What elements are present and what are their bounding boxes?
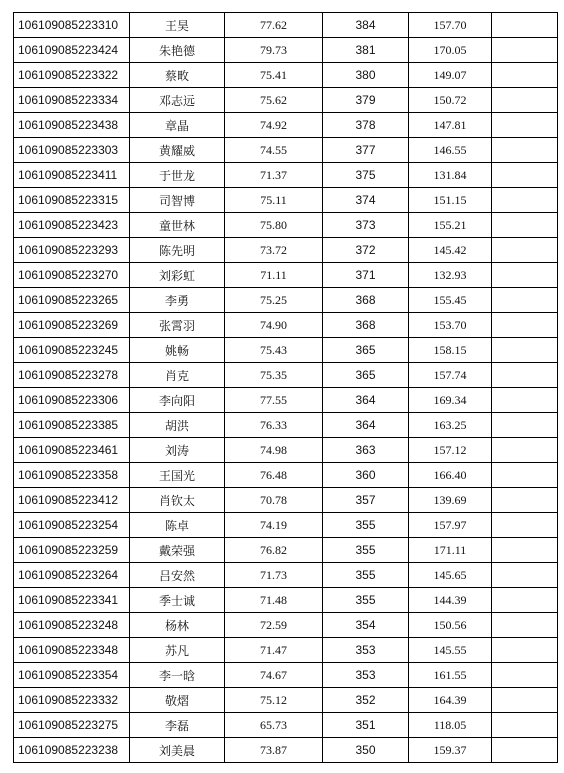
candidate-name-cell: 刘涛 <box>130 438 225 463</box>
candidate-id-cell: 106109085223306 <box>14 388 130 413</box>
note-cell <box>492 388 558 413</box>
initial-score-cell: 379 <box>323 88 409 113</box>
table-row <box>14 438 558 463</box>
candidate-name-cell: 李勇 <box>130 288 225 313</box>
initial-score-cell: 372 <box>323 238 409 263</box>
candidate-id-cell: 106109085223358 <box>14 463 130 488</box>
total-score-cell: 150.72 <box>409 88 492 113</box>
candidate-id-cell: 106109085223293 <box>14 238 130 263</box>
initial-score-cell: 354 <box>323 613 409 638</box>
candidate-name-cell: 章晶 <box>130 113 225 138</box>
note-cell <box>492 38 558 63</box>
retest-score-cell: 76.82 <box>225 538 323 563</box>
table-row <box>14 263 558 288</box>
table-row <box>14 663 558 688</box>
candidate-id-cell: 106109085223348 <box>14 638 130 663</box>
note-cell <box>492 588 558 613</box>
table-row <box>14 63 558 88</box>
table-row <box>14 88 558 113</box>
retest-score-cell: 71.11 <box>225 263 323 288</box>
candidate-name-cell: 李一晗 <box>130 663 225 688</box>
retest-score-cell: 75.25 <box>225 288 323 313</box>
table-row <box>14 338 558 363</box>
candidate-name-cell: 于世龙 <box>130 163 225 188</box>
candidate-name-cell: 肖钦太 <box>130 488 225 513</box>
candidate-id-cell: 106109085223254 <box>14 513 130 538</box>
retest-score-cell: 76.48 <box>225 463 323 488</box>
candidate-id-cell: 106109085223270 <box>14 263 130 288</box>
note-cell <box>492 63 558 88</box>
candidate-name-cell: 陈先明 <box>130 238 225 263</box>
candidate-name-cell: 刘美晨 <box>130 738 225 763</box>
initial-score-cell: 365 <box>323 338 409 363</box>
total-score-cell: 158.15 <box>409 338 492 363</box>
note-cell <box>492 13 558 38</box>
retest-score-cell: 79.73 <box>225 38 323 63</box>
note-cell <box>492 563 558 588</box>
initial-score-cell: 355 <box>323 538 409 563</box>
total-score-cell: 145.55 <box>409 638 492 663</box>
candidate-id-cell: 106109085223259 <box>14 538 130 563</box>
table-row <box>14 238 558 263</box>
total-score-cell: 170.05 <box>409 38 492 63</box>
candidate-name-cell: 吕安然 <box>130 563 225 588</box>
note-cell <box>492 238 558 263</box>
initial-score-cell: 378 <box>323 113 409 138</box>
total-score-cell: 155.45 <box>409 288 492 313</box>
note-cell <box>492 438 558 463</box>
retest-score-cell: 75.35 <box>225 363 323 388</box>
total-score-cell: 155.21 <box>409 213 492 238</box>
initial-score-cell: 364 <box>323 388 409 413</box>
table-row <box>14 538 558 563</box>
total-score-cell: 171.11 <box>409 538 492 563</box>
candidate-id-cell: 106109085223238 <box>14 738 130 763</box>
candidate-id-cell: 106109085223264 <box>14 563 130 588</box>
retest-score-cell: 74.98 <box>225 438 323 463</box>
total-score-cell: 145.65 <box>409 563 492 588</box>
note-cell <box>492 638 558 663</box>
candidate-id-cell: 106109085223461 <box>14 438 130 463</box>
retest-score-cell: 73.72 <box>225 238 323 263</box>
retest-score-cell: 77.62 <box>225 13 323 38</box>
note-cell <box>492 363 558 388</box>
initial-score-cell: 355 <box>323 588 409 613</box>
total-score-cell: 145.42 <box>409 238 492 263</box>
candidate-name-cell: 王国光 <box>130 463 225 488</box>
candidate-name-cell: 戴荣强 <box>130 538 225 563</box>
retest-score-cell: 74.67 <box>225 663 323 688</box>
total-score-cell: 151.15 <box>409 188 492 213</box>
table-row <box>14 413 558 438</box>
total-score-cell: 118.05 <box>409 713 492 738</box>
candidate-id-cell: 106109085223412 <box>14 488 130 513</box>
note-cell <box>492 413 558 438</box>
retest-score-cell: 74.90 <box>225 313 323 338</box>
total-score-cell: 163.25 <box>409 413 492 438</box>
candidate-id-cell: 106109085223341 <box>14 588 130 613</box>
total-score-cell: 157.74 <box>409 363 492 388</box>
initial-score-cell: 381 <box>323 38 409 63</box>
table-row <box>14 638 558 663</box>
candidate-name-cell: 刘彩虹 <box>130 263 225 288</box>
total-score-cell: 150.56 <box>409 613 492 638</box>
retest-score-cell: 75.80 <box>225 213 323 238</box>
candidate-name-cell: 姚畅 <box>130 338 225 363</box>
initial-score-cell: 368 <box>323 313 409 338</box>
table-row <box>14 488 558 513</box>
retest-score-cell: 71.48 <box>225 588 323 613</box>
initial-score-cell: 351 <box>323 713 409 738</box>
total-score-cell: 159.37 <box>409 738 492 763</box>
note-cell <box>492 713 558 738</box>
note-cell <box>492 613 558 638</box>
candidate-name-cell: 杨林 <box>130 613 225 638</box>
table-row <box>14 138 558 163</box>
candidate-name-cell: 王昊 <box>130 13 225 38</box>
candidate-id-cell: 106109085223322 <box>14 63 130 88</box>
initial-score-cell: 353 <box>323 663 409 688</box>
table-row <box>14 713 558 738</box>
total-score-cell: 161.55 <box>409 663 492 688</box>
table-row <box>14 738 558 763</box>
candidate-id-cell: 106109085223245 <box>14 338 130 363</box>
total-score-cell: 149.07 <box>409 63 492 88</box>
total-score-cell: 147.81 <box>409 113 492 138</box>
table-row <box>14 188 558 213</box>
candidate-id-cell: 106109085223332 <box>14 688 130 713</box>
candidate-name-cell: 蔡畋 <box>130 63 225 88</box>
total-score-cell: 164.39 <box>409 688 492 713</box>
candidate-id-cell: 106109085223265 <box>14 288 130 313</box>
candidate-id-cell: 106109085223411 <box>14 163 130 188</box>
retest-score-cell: 74.92 <box>225 113 323 138</box>
candidate-id-cell: 106109085223423 <box>14 213 130 238</box>
candidate-name-cell: 苏凡 <box>130 638 225 663</box>
results-table <box>13 12 558 763</box>
note-cell <box>492 688 558 713</box>
retest-score-cell: 65.73 <box>225 713 323 738</box>
results-table-body <box>14 13 558 763</box>
candidate-name-cell: 李磊 <box>130 713 225 738</box>
retest-score-cell: 71.47 <box>225 638 323 663</box>
total-score-cell: 139.69 <box>409 488 492 513</box>
candidate-id-cell: 106109085223438 <box>14 113 130 138</box>
total-score-cell: 132.93 <box>409 263 492 288</box>
retest-score-cell: 75.62 <box>225 88 323 113</box>
candidate-id-cell: 106109085223275 <box>14 713 130 738</box>
initial-score-cell: 350 <box>323 738 409 763</box>
table-row <box>14 563 558 588</box>
initial-score-cell: 365 <box>323 363 409 388</box>
retest-score-cell: 74.19 <box>225 513 323 538</box>
note-cell <box>492 538 558 563</box>
note-cell <box>492 313 558 338</box>
total-score-cell: 131.84 <box>409 163 492 188</box>
candidate-name-cell: 李向阳 <box>130 388 225 413</box>
candidate-name-cell: 黄耀威 <box>130 138 225 163</box>
table-row <box>14 363 558 388</box>
retest-score-cell: 77.55 <box>225 388 323 413</box>
table-row <box>14 13 558 38</box>
table-row <box>14 113 558 138</box>
note-cell <box>492 263 558 288</box>
initial-score-cell: 380 <box>323 63 409 88</box>
initial-score-cell: 374 <box>323 188 409 213</box>
table-row <box>14 463 558 488</box>
note-cell <box>492 663 558 688</box>
note-cell <box>492 488 558 513</box>
candidate-id-cell: 106109085223303 <box>14 138 130 163</box>
initial-score-cell: 368 <box>323 288 409 313</box>
candidate-id-cell: 106109085223315 <box>14 188 130 213</box>
table-row <box>14 163 558 188</box>
note-cell <box>492 513 558 538</box>
note-cell <box>492 738 558 763</box>
candidate-id-cell: 106109085223354 <box>14 663 130 688</box>
initial-score-cell: 373 <box>323 213 409 238</box>
candidate-id-cell: 106109085223334 <box>14 88 130 113</box>
initial-score-cell: 360 <box>323 463 409 488</box>
table-row <box>14 288 558 313</box>
candidate-name-cell: 朱艳德 <box>130 38 225 63</box>
table-row <box>14 38 558 63</box>
initial-score-cell: 371 <box>323 263 409 288</box>
note-cell <box>492 213 558 238</box>
retest-score-cell: 71.37 <box>225 163 323 188</box>
candidate-name-cell: 胡洪 <box>130 413 225 438</box>
total-score-cell: 169.34 <box>409 388 492 413</box>
table-row <box>14 588 558 613</box>
total-score-cell: 157.70 <box>409 13 492 38</box>
candidate-id-cell: 106109085223278 <box>14 363 130 388</box>
initial-score-cell: 352 <box>323 688 409 713</box>
retest-score-cell: 76.33 <box>225 413 323 438</box>
candidate-name-cell: 肖克 <box>130 363 225 388</box>
candidate-id-cell: 106109085223248 <box>14 613 130 638</box>
retest-score-cell: 74.55 <box>225 138 323 163</box>
retest-score-cell: 75.12 <box>225 688 323 713</box>
initial-score-cell: 355 <box>323 563 409 588</box>
note-cell <box>492 138 558 163</box>
note-cell <box>492 338 558 363</box>
table-row <box>14 513 558 538</box>
retest-score-cell: 73.87 <box>225 738 323 763</box>
candidate-name-cell: 童世林 <box>130 213 225 238</box>
initial-score-cell: 355 <box>323 513 409 538</box>
initial-score-cell: 363 <box>323 438 409 463</box>
table-row <box>14 213 558 238</box>
candidate-name-cell: 敬熠 <box>130 688 225 713</box>
table-row <box>14 388 558 413</box>
note-cell <box>492 163 558 188</box>
candidate-name-cell: 陈卓 <box>130 513 225 538</box>
note-cell <box>492 188 558 213</box>
retest-score-cell: 72.59 <box>225 613 323 638</box>
retest-score-cell: 75.41 <box>225 63 323 88</box>
candidate-name-cell: 邓志远 <box>130 88 225 113</box>
initial-score-cell: 357 <box>323 488 409 513</box>
total-score-cell: 144.39 <box>409 588 492 613</box>
initial-score-cell: 384 <box>323 13 409 38</box>
candidate-id-cell: 106109085223269 <box>14 313 130 338</box>
candidate-id-cell: 106109085223310 <box>14 13 130 38</box>
table-row <box>14 613 558 638</box>
retest-score-cell: 75.43 <box>225 338 323 363</box>
initial-score-cell: 375 <box>323 163 409 188</box>
note-cell <box>492 88 558 113</box>
candidate-id-cell: 106109085223385 <box>14 413 130 438</box>
table-row <box>14 313 558 338</box>
note-cell <box>492 113 558 138</box>
total-score-cell: 157.12 <box>409 438 492 463</box>
initial-score-cell: 377 <box>323 138 409 163</box>
total-score-cell: 153.70 <box>409 313 492 338</box>
table-row <box>14 688 558 713</box>
note-cell <box>492 463 558 488</box>
retest-score-cell: 75.11 <box>225 188 323 213</box>
candidate-name-cell: 张霄羽 <box>130 313 225 338</box>
total-score-cell: 166.40 <box>409 463 492 488</box>
initial-score-cell: 364 <box>323 413 409 438</box>
retest-score-cell: 70.78 <box>225 488 323 513</box>
total-score-cell: 157.97 <box>409 513 492 538</box>
candidate-name-cell: 季士诚 <box>130 588 225 613</box>
candidate-name-cell: 司智博 <box>130 188 225 213</box>
total-score-cell: 146.55 <box>409 138 492 163</box>
note-cell <box>492 288 558 313</box>
candidate-id-cell: 106109085223424 <box>14 38 130 63</box>
retest-score-cell: 71.73 <box>225 563 323 588</box>
initial-score-cell: 353 <box>323 638 409 663</box>
